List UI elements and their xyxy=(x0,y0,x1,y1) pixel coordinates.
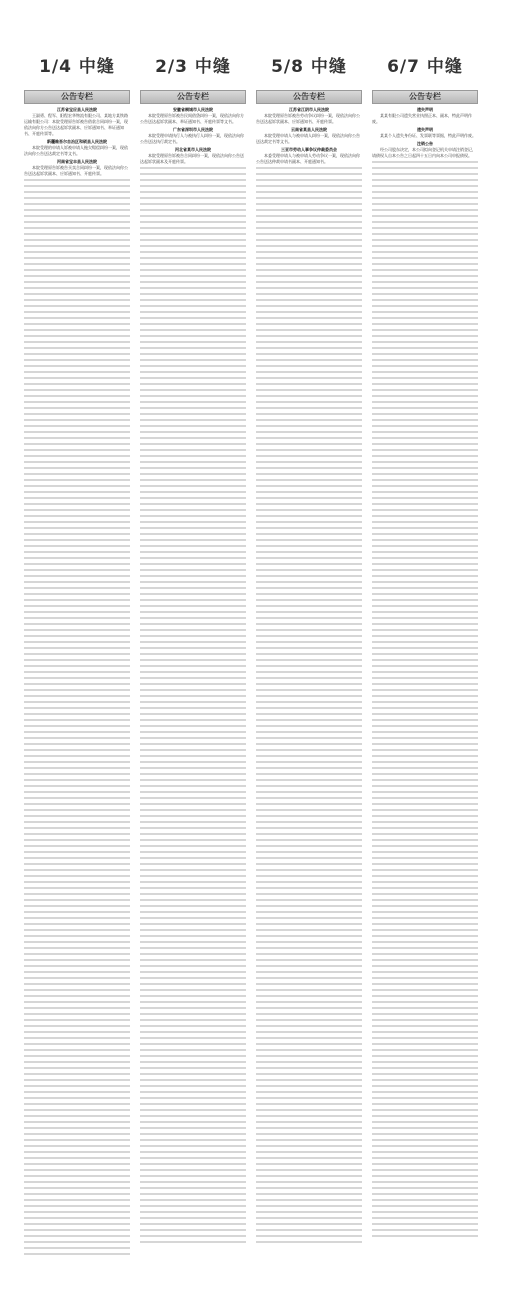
notice-title: 江苏省宝应县人民法院 xyxy=(57,107,97,112)
notice-text: 本院受理的申请人诉被申请人拖欠赔偿纠纷一案，现依法向你公告送达裁定书等文书。 xyxy=(24,145,128,156)
notice-text: 某某有限公司遗失营业执照正本、副本，特此声明作废。 xyxy=(372,113,472,124)
column-4 xyxy=(370,90,480,1270)
column-banner: 公告专栏 xyxy=(140,90,246,104)
column-header-2: 2/3 中缝 xyxy=(155,57,231,77)
dense-text-block xyxy=(256,167,362,1247)
dense-text-block xyxy=(24,179,130,1259)
notice-text: 本院受理原告诉被告买卖合同纠纷一案，现依法向你公告送达起诉状副本、应诉通知书、开庭传票。 xyxy=(24,165,128,176)
notice-text: 本院受理原告诉被告民间借贷纠纷一案，现依法向你方公告送达起诉状副本、举证通知书、开庭传票等文书。 xyxy=(140,113,244,124)
notice-title: 云南省某县人民法院 xyxy=(291,127,327,132)
notice-title: 新疆维吾尔自治区和硕县人民法院 xyxy=(47,139,107,144)
column-2 xyxy=(138,90,248,1270)
dense-text-block xyxy=(140,167,246,1247)
notice-title: 河南省宝丰县人民法院 xyxy=(57,159,97,164)
notice xyxy=(256,147,362,165)
notice-text: 本院受理原告诉被告合同纠纷一案，现依法向你公告送达起诉状副本及开庭传票。 xyxy=(140,153,244,164)
notice-text: 本委受理申请人与被申请人劳动争议一案，现依法向你公告送达仲裁申请书副本、开庭通知书。 xyxy=(256,153,360,164)
notice-title: 三亚市劳动人事争议仲裁委员会 xyxy=(281,147,337,152)
notice-text: 王淑勇、程军、阳程宏华物流有限公司、某地方某铁路运输有限公司：本院受理原告诉被告借款合同纠纷一案，现依法向你方公告送达起诉状副本、应诉通知书、举证通知书、开庭传票等。 xyxy=(24,113,128,136)
notice-title: 广东省深圳市人民法院 xyxy=(173,127,213,132)
notice xyxy=(372,141,478,159)
dense-text-block xyxy=(372,161,478,1241)
notice xyxy=(256,127,362,145)
notice-text: 某某个人遗失身份证、发票联等票据，特此声明作废。 xyxy=(380,133,476,138)
notice-list xyxy=(370,107,480,159)
column-header-4: 6/7 中缝 xyxy=(387,57,463,77)
notice-title: 遗失声明 xyxy=(417,107,433,112)
column-header-3: 5/8 中缝 xyxy=(271,57,347,77)
notice xyxy=(140,147,246,165)
notice-title: 安徽省桐城市人民法院 xyxy=(173,107,213,112)
notice-list xyxy=(138,107,248,165)
notice-title: 江苏省江阴市人民法院 xyxy=(289,107,329,112)
notice xyxy=(24,139,130,157)
column-banner: 公告专栏 xyxy=(372,90,478,104)
column-banner: 公告专栏 xyxy=(24,90,130,104)
notice-text: 本院受理申请人与被申请人纠纷一案，现依法向你公告送达裁定书等文书。 xyxy=(256,133,360,144)
notice-text: 经公司股东决定，本公司拟向登记机关申请注销登记，请债权人自本公告之日起四十五日内向本公司申报债权。 xyxy=(372,147,476,158)
notice xyxy=(256,107,362,125)
notice-title: 注销公告 xyxy=(417,141,433,146)
notice xyxy=(372,107,478,125)
notice xyxy=(372,127,478,139)
column-banner: 公告专栏 xyxy=(256,90,362,104)
notice xyxy=(24,107,130,137)
column-1 xyxy=(22,90,132,1270)
notice xyxy=(140,107,246,125)
page-headers xyxy=(0,52,510,80)
notice-title: 河北省某市人民法院 xyxy=(175,147,211,152)
column-3 xyxy=(254,90,364,1270)
column-header-1: 1/4 中缝 xyxy=(39,57,115,77)
notice-text: 本院受理原告诉被告劳动争议纠纷一案，现依法向你公告送达起诉状副本、应诉通知书、开庭传票。 xyxy=(256,113,360,124)
notice xyxy=(140,127,246,145)
notice-list xyxy=(22,107,132,177)
notice xyxy=(24,159,130,177)
notice-title: 遗失声明 xyxy=(417,127,433,132)
notice-text: 本院受理申请执行人与被执行人纠纷一案，现依法向你公告送达执行裁定书。 xyxy=(140,133,244,144)
notice-list xyxy=(254,107,364,165)
